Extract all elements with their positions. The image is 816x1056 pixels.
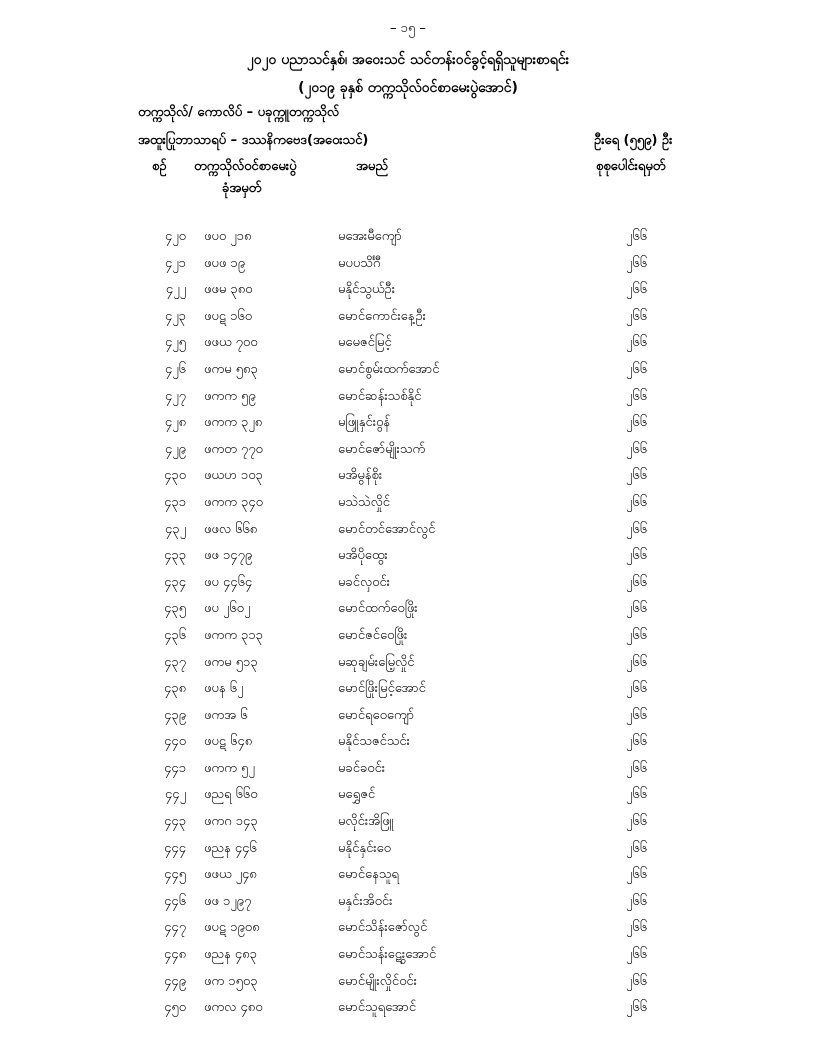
roll-number: ဖညန ၄၈၃ (204, 947, 257, 963)
student-name: မပပသိင်္ဂီ (338, 255, 381, 271)
total-marks: ၂၆၆ (626, 548, 648, 564)
table-row (0, 361, 816, 388)
row-number: ၄၄၇ (164, 920, 186, 936)
student-name: မလိုင်းအိဖြူ (338, 814, 394, 830)
table-row (0, 547, 816, 574)
table-row (0, 467, 816, 494)
student-name: မအိပိုထွေး (338, 548, 388, 564)
table-row (0, 999, 816, 1026)
roll-number: ဖကက ၃၁၃ (204, 627, 263, 643)
roll-number: ဖပဋ ၁၉၀၈ (204, 920, 260, 936)
roll-number: ဖဖယ ၂၄၈ (204, 867, 257, 883)
row-number: ၄၄၄ (164, 840, 186, 856)
row-number: ၄၂၆ (164, 361, 186, 377)
row-number: ၄၃၁ (164, 494, 186, 510)
row-number: ၄၃၄ (164, 574, 186, 590)
total-marks: ၂၆၆ (626, 867, 648, 883)
roll-number: ဖက ၁၅၀၃ (204, 973, 258, 989)
row-number: ၄၂၇ (164, 388, 186, 404)
roll-number: ဖဖမ ၃၈၀ (204, 282, 253, 298)
roll-number: ဖပန ၆၂ (204, 681, 244, 697)
roll-number: ဖပ ၂၆၀၂ (204, 601, 251, 617)
table-row (0, 760, 816, 787)
student-name: မောင်ထက်ဝေဖြိုး (338, 601, 418, 617)
total-marks: ၂၆၆ (626, 973, 648, 989)
student-name: မောင်ဇင်ဝေဖြိုး (338, 627, 408, 643)
student-name: မောင်သန်းဋွေးအောင် (338, 947, 437, 963)
student-name: မောင်မျိုးလှိုင်ဝင်း (338, 973, 417, 989)
table-row (0, 388, 816, 415)
total-marks: ၂၆၆ (626, 521, 648, 537)
student-name: မောင်တင်အောင်လွင် (338, 521, 436, 537)
total-marks: ၂၆၆ (626, 282, 648, 298)
total-marks: ၂၆၆ (626, 574, 648, 590)
document-title: ၂၀၂၀ ပညာသင်နှစ်၊ အဝေးသင် သင်တန်းဝင်ခွင့်ရရှိသူများစာရင်း (246, 52, 570, 68)
total-marks: ၂၆၆ (626, 920, 648, 936)
table-row (0, 919, 816, 946)
row-number: ၄၃၆ (164, 627, 186, 643)
table-row (0, 521, 816, 548)
roll-number: ဖပ ၄၄၆၄ (204, 574, 253, 590)
roll-number: ဖကက ၅၉ (204, 388, 256, 404)
table-row (0, 893, 816, 920)
row-number: ၄၄၂ (164, 787, 186, 803)
col-header-roll: တက္ကသိုလ်ဝင်စာမေးပွဲ (194, 159, 297, 174)
row-number: ၄၄၉ (164, 973, 186, 989)
row-number: ၄၂၉ (164, 441, 186, 457)
total-marks: ၂၆၆ (626, 335, 648, 351)
total-marks: ၂၆၆ (626, 654, 648, 670)
roll-number: ဖကအ ၆ (204, 707, 248, 723)
row-number: ၄၄၈ (163, 947, 186, 963)
total-marks: ၂၆၆ (626, 1000, 648, 1016)
table-row (0, 680, 816, 707)
table-row (0, 627, 816, 654)
row-number: ၄၅၀ (164, 1000, 186, 1016)
col-header-roll-line2: ခုံအမှတ် (222, 181, 262, 196)
total-marks: ၂၆၆ (626, 707, 648, 723)
roll-number: ဖကက ၃၂၈ (204, 415, 263, 431)
student-name: မောင်သိန်းဇော်လွင် (338, 920, 428, 936)
university-line: တက္ကသိုလ်/ ကောလိပ် – ပခုက္ကူတက္ကသိုလ် (138, 105, 340, 120)
row-number: ၄၃၂ (164, 521, 186, 537)
student-name: မောင်ဖြိုးမြင့်အောင် (338, 681, 426, 697)
row-number: ၄၄၃ (164, 814, 186, 830)
student-name: မရွှေဇင် (338, 787, 376, 803)
table-row (0, 574, 816, 601)
student-name: မခင်လှဝင်း (338, 574, 390, 590)
roll-number: ဖဖ ၁၂၉၇ (204, 893, 252, 909)
student-name: မောင်စွမ်းထက်အောင် (338, 361, 440, 377)
row-number: ၄၂၅ (164, 335, 186, 351)
table-row (0, 414, 816, 441)
row-number: ၄၃၃ (164, 548, 186, 564)
student-name: မဖြူနှင်းဝွန် (338, 415, 391, 431)
row-number: ၄၂၀ (164, 229, 186, 244)
student-name: မနိုင်နှင်းဝေ (338, 840, 391, 856)
row-number: ၄၃၉ (164, 707, 186, 723)
row-number: ၄၂၂ (165, 282, 186, 298)
row-number: ၄၃၀ (164, 468, 186, 484)
student-name: မောင်ဆန်းသစ်နိုင် (338, 388, 422, 404)
roll-number: ဖကလ ၄၈၀ (204, 1000, 263, 1016)
student-name: မောင်နေသူရ (338, 867, 399, 883)
row-number: ၄၄၅ (164, 867, 186, 883)
total-marks: ၂၆၆ (626, 734, 648, 750)
roll-number: ဖပဋ ၁၆၀ (204, 308, 253, 324)
table-row (0, 228, 816, 255)
col-header-name: အမည် (356, 159, 388, 174)
total-marks: ၂၆၆ (626, 840, 648, 856)
row-number: ၄၃၅ (164, 601, 186, 617)
row-number: ၄၂၃ (164, 308, 186, 324)
total-marks: ၂၆၆ (626, 494, 648, 510)
total-count: ဦးရေ (၅၅၉) ဦး (594, 133, 673, 148)
table-row (0, 866, 816, 893)
table-row (0, 600, 816, 627)
roll-number: ဖပဝ ၂၁၈ (204, 229, 252, 244)
table-row (0, 654, 816, 681)
roll-number: ဖကမ ၅၈၃ (204, 361, 258, 377)
table-row (0, 946, 816, 973)
row-number: ၄၄၁ (164, 760, 186, 776)
total-marks: ၂၆၆ (626, 814, 648, 830)
roll-number: ဖပဋ ၆၄၈ (204, 734, 253, 750)
col-header-marks: စုစုပေါင်းရမှတ် (596, 159, 666, 174)
row-number: ၄၄၆ (164, 893, 186, 909)
total-marks: ၂၆၆ (626, 787, 648, 803)
total-marks: ၂၆၆ (626, 681, 648, 697)
student-name: မနိုင်သဇင်သင်း (338, 734, 410, 750)
row-number: ၄၄၀ (164, 734, 186, 750)
table-row (0, 973, 816, 1000)
roll-number: ဖကဂ ၁၄၃ (204, 814, 258, 830)
table-row (0, 786, 816, 813)
roll-number: ဖကက ၃၄၀ (204, 494, 263, 510)
total-marks: ၂၆၆ (626, 468, 648, 484)
table-row (0, 733, 816, 760)
roll-number: ဖကက ၅၂ (204, 760, 255, 776)
total-marks: ၂၆၆ (626, 601, 648, 617)
row-number: ၄၂၁ (164, 255, 186, 271)
table-row (0, 334, 816, 361)
student-name: မောင်ဇော်မျိုးသက် (338, 441, 426, 457)
total-marks: ၂၆၆ (626, 361, 648, 377)
total-marks: ၂၆၆ (626, 308, 648, 324)
col-header-no: စဉ် (152, 159, 167, 174)
total-marks: ၂၆၆ (626, 627, 648, 643)
table-row (0, 255, 816, 282)
total-marks: ၂၆၆ (626, 388, 648, 404)
table-row (0, 281, 816, 308)
roll-number: ဖကမ ၅၁၃ (204, 654, 258, 670)
table-row (0, 840, 816, 867)
roll-number: ဖယဟ ၁၀၃ (204, 468, 263, 484)
roll-number: ဖပဖ ၁၉ (204, 255, 246, 271)
student-name: မသဲသဲလှိုင် (338, 494, 390, 510)
total-marks: ၂၆၆ (626, 255, 648, 271)
row-number: ၄၃၈ (163, 681, 186, 697)
table-row (0, 707, 816, 734)
student-name: မောင်သူရအောင် (338, 1000, 417, 1016)
student-name: မဆုချမ်းမြေ့လှိုင် (338, 654, 415, 670)
total-marks: ၂၆၆ (626, 229, 648, 244)
student-name: မအိမွန်စိုး (338, 468, 383, 484)
student-name: မနှင်းအိဝင်း (338, 893, 393, 909)
roll-number: ဖကတ ၇၇၀ (204, 441, 263, 457)
student-name: မောင်ကောင်းနေ့ဦး (338, 308, 426, 324)
total-marks: ၂၆၆ (626, 415, 648, 431)
total-marks: ၂၆၆ (626, 893, 648, 909)
student-name: မမေဇင်မြင့် (338, 335, 392, 351)
results-list (0, 228, 816, 1026)
major-line: အထူးပြုဘာသာရပ် – ဒဿနိကဗေဒ(အဝေးသင်) (138, 133, 369, 148)
table-row (0, 494, 816, 521)
roll-number: ဖဖလ ၆၆၈ (204, 521, 258, 537)
document-subtitle: (၂၀၁၉ ခုနှစ် တက္ကသိုလ်ဝင်စာမေးပွဲအောင်) (298, 80, 518, 96)
table-row (0, 441, 816, 468)
roll-number: ဖဖ ၁၄၇၉ (204, 548, 253, 564)
student-name: မခင်ခဝင်း (338, 760, 386, 776)
roll-number: ဖညန ၄၄၆ (204, 840, 257, 856)
row-number: ၄၃၇ (164, 654, 186, 670)
roll-number: ဖဖယ ၇၀၀ (204, 335, 258, 351)
page-number: – ၁၅ – (390, 21, 426, 36)
student-name: မနိုင်သွယ်ဦး (338, 282, 396, 298)
total-marks: ၂၆၆ (626, 947, 648, 963)
roll-number: ဖညရ ၆၆၀ (204, 787, 258, 803)
student-name: မအေးမီကျော် (338, 229, 402, 244)
table-row (0, 308, 816, 335)
row-number: ၄၂၈ (164, 415, 186, 431)
total-marks: ၂၆၆ (626, 441, 648, 457)
table-row (0, 813, 816, 840)
total-marks: ၂၆၆ (626, 760, 648, 776)
student-name: မောင်ရဝေကျော် (338, 707, 415, 723)
